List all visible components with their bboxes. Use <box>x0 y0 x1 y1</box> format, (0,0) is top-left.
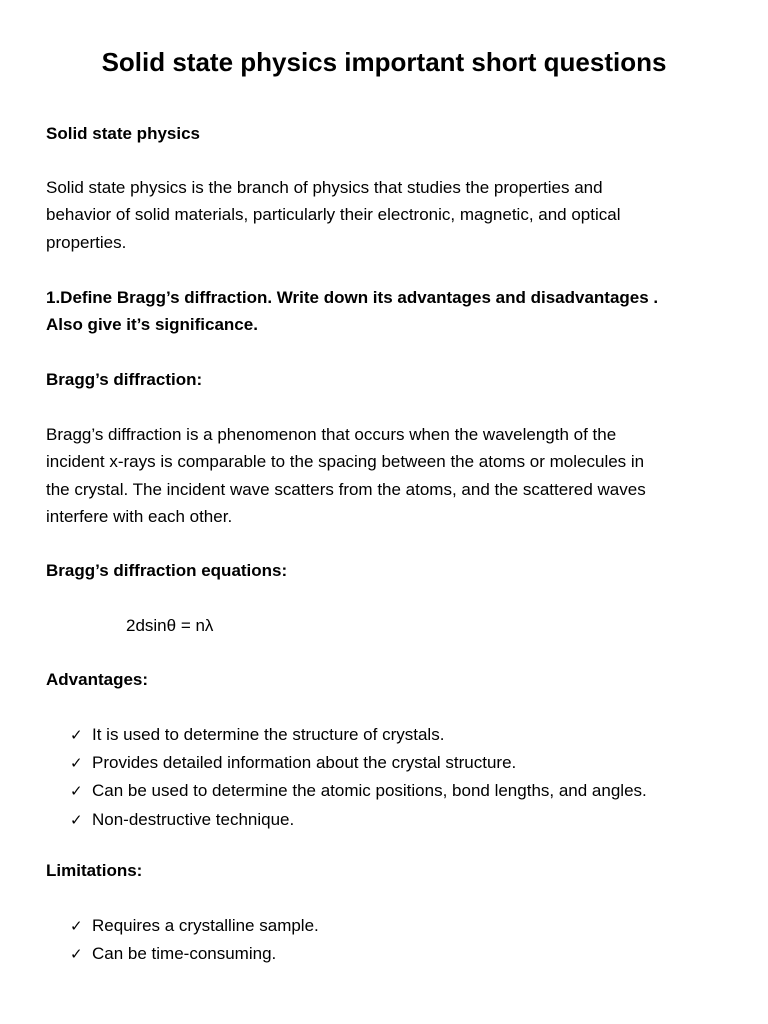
check-icon: ✓ <box>70 726 83 744</box>
intro-line: Solid state physics is the branch of physics that studies the properties and <box>46 178 603 197</box>
intro-line: properties. <box>46 232 127 252</box>
limitations-list <box>46 912 760 968</box>
bragg-equation: 2dsinθ = nλ <box>126 616 214 635</box>
list-item <box>70 777 760 805</box>
bragg-line: Bragg’s diffraction is a phenomenon that occurs when the wavelength of the <box>46 425 617 444</box>
question-heading <box>46 284 736 338</box>
subject-heading: Solid state physics <box>46 124 200 143</box>
intro-paragraph <box>46 174 736 256</box>
intro-line: behavior of solid materials, particularly their electronic, magnetic, and optical <box>46 205 621 225</box>
list-item <box>70 940 760 968</box>
bragg-heading: Bragg’s diffraction: <box>46 370 203 389</box>
question-line: 1.Define Bragg’s diffraction. Write down its advantages and disadvantages . <box>46 288 659 307</box>
list-item <box>70 749 760 777</box>
advantages-list <box>46 721 760 834</box>
check-icon: ✓ <box>70 782 83 801</box>
question-line: Also give it’s significance. <box>46 315 258 334</box>
bragg-paragraph <box>46 421 736 530</box>
check-icon: ✓ <box>70 754 83 773</box>
bragg-line: the crystal. The incident wave scatters from the atoms, and the scattered waves <box>46 479 646 499</box>
page-title: Solid state physics important short questions <box>101 47 667 77</box>
check-icon: ✓ <box>70 945 83 964</box>
check-icon: ✓ <box>70 810 83 829</box>
list-item <box>70 806 760 834</box>
list-item-text: Non-destructive technique. <box>92 809 295 829</box>
bragg-line: interfere with each other. <box>46 506 233 526</box>
list-item-text: Provides detailed information about the crystal structure. <box>92 753 517 773</box>
list-item <box>70 912 760 940</box>
bragg-line: incident x-rays is comparable to the spacing between the atoms or molecules in <box>46 452 645 472</box>
list-item <box>70 721 760 749</box>
list-item-text: It is used to determine the structure of crystals. <box>92 725 445 744</box>
equation-heading: Bragg’s diffraction equations: <box>46 561 288 580</box>
list-item-text: Requires a crystalline sample. <box>92 916 319 935</box>
advantages-heading: Advantages: <box>46 670 149 689</box>
list-item-text: Can be time-consuming. <box>92 944 277 964</box>
limitations-heading: Limitations: <box>46 861 143 880</box>
list-item-text: Can be used to determine the atomic positions, bond lengths, and angles. <box>92 781 647 801</box>
check-icon: ✓ <box>70 917 83 935</box>
